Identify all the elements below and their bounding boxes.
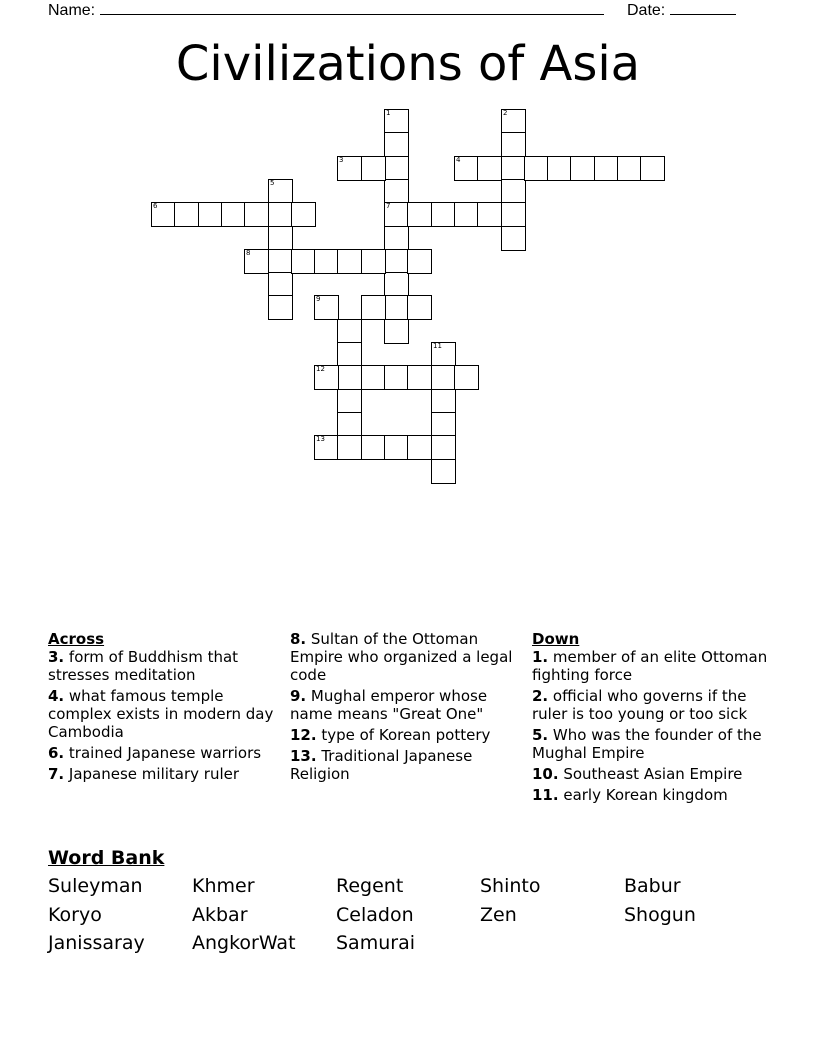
grid-cell[interactable] [431, 389, 456, 414]
grid-cell[interactable] [501, 109, 526, 134]
grid-cell[interactable] [384, 132, 409, 157]
grid-cell[interactable] [361, 156, 386, 181]
word-bank-item: Suleyman [48, 875, 143, 897]
grid-cell[interactable] [291, 249, 316, 274]
clue-number: 1. [532, 648, 549, 666]
grid-cell[interactable] [268, 226, 293, 251]
grid-cell[interactable] [174, 202, 199, 227]
grid-cell[interactable] [407, 435, 432, 460]
clue-item [532, 726, 772, 762]
grid-cell[interactable] [291, 202, 316, 227]
clues-across-col2 [290, 630, 522, 786]
clue-number: 6. [48, 744, 65, 762]
grid-cell[interactable] [337, 249, 362, 274]
clue-text: Japanese military ruler [64, 765, 240, 783]
clue-item [290, 687, 522, 723]
grid-cell[interactable] [314, 249, 339, 274]
grid-cell[interactable] [501, 132, 526, 157]
grid-cell[interactable] [477, 156, 502, 181]
clue-item [290, 747, 522, 783]
word-bank-item: Khmer [192, 875, 255, 897]
cell-number: 13 [316, 435, 325, 443]
grid-cell[interactable] [337, 389, 362, 414]
cell-number: 3 [339, 156, 344, 164]
grid-cell[interactable] [314, 435, 339, 460]
grid-cell[interactable] [384, 319, 409, 344]
grid-cell[interactable] [454, 156, 479, 181]
grid-cell[interactable] [524, 156, 549, 181]
grid-cell[interactable] [268, 249, 293, 274]
grid-cell[interactable] [431, 459, 456, 484]
word-bank-item: Regent [336, 875, 404, 897]
clue-item [48, 744, 280, 762]
clue-number: 11. [532, 786, 559, 804]
clue-item [48, 648, 280, 684]
clue-item [290, 726, 522, 744]
grid-cell[interactable] [384, 202, 409, 227]
grid-cell[interactable] [431, 412, 456, 437]
cell-number: 12 [316, 365, 325, 373]
grid-cell[interactable] [361, 249, 386, 274]
across-heading: Across [48, 630, 105, 648]
clue-text: trained Japanese warriors [64, 744, 262, 762]
grid-cell[interactable] [151, 202, 176, 227]
word-bank-item: Akbar [192, 903, 248, 926]
grid-cell[interactable] [384, 179, 409, 204]
grid-cell[interactable] [314, 365, 339, 390]
clue-text: official who governs if the ruler is too young or too sick [532, 687, 748, 723]
grid-cell[interactable] [198, 202, 223, 227]
grid-cell[interactable] [221, 202, 246, 227]
clue-text: type of Korean pottery [316, 726, 491, 744]
grid-cell[interactable] [244, 202, 269, 227]
clue-text: Mughal emperor whose name means "Great One" [290, 687, 488, 723]
clue-number: 7. [48, 765, 65, 783]
grid-cell[interactable] [361, 365, 386, 390]
grid-cell[interactable] [594, 156, 619, 181]
grid-cell[interactable] [337, 365, 362, 390]
clue-number: 12. [290, 726, 317, 744]
clue-item [48, 765, 280, 783]
grid-cell[interactable] [431, 202, 456, 227]
cell-number: 2 [503, 109, 508, 117]
grid-cell[interactable] [501, 179, 526, 204]
clue-text: member of an elite Ottoman fighting force [532, 648, 768, 684]
clue-item [290, 630, 522, 684]
clue-text: Traditional Japanese Religion [290, 747, 473, 783]
down-list [532, 648, 772, 804]
cell-number: 4 [456, 156, 461, 164]
cell-number: 8 [246, 249, 251, 257]
clue-text: form of Buddhism that stresses meditation [48, 648, 239, 684]
cell-number: 1 [386, 109, 391, 117]
word-bank-item: Babur [624, 875, 681, 897]
page-title: Civilizations of Asia [175, 36, 641, 92]
clues-across-col1 [48, 630, 280, 786]
grid-cell[interactable] [384, 109, 409, 134]
clue-item [532, 765, 772, 783]
grid-cell[interactable] [384, 226, 409, 251]
cell-number: 7 [386, 202, 391, 210]
clue-number: 9. [290, 687, 307, 705]
grid-cell[interactable] [617, 156, 642, 181]
grid-cell[interactable] [337, 342, 362, 367]
grid-cell[interactable] [477, 202, 502, 227]
down-heading: Down [532, 630, 580, 648]
word-bank-item: Samurai [336, 932, 415, 954]
grid-cell[interactable] [454, 202, 479, 227]
clue-text: Southeast Asian Empire [558, 765, 743, 783]
grid-cell[interactable] [570, 156, 595, 181]
word-bank-title: Word Bank [48, 847, 165, 869]
grid-cell[interactable] [314, 295, 339, 320]
grid-cell[interactable] [407, 202, 432, 227]
grid-cell[interactable] [431, 342, 456, 367]
clue-item [532, 687, 772, 723]
grid-cell[interactable] [337, 156, 362, 181]
cell-number: 5 [270, 179, 275, 187]
grid-cell[interactable] [268, 295, 293, 320]
grid-cell[interactable] [384, 156, 409, 181]
word-bank-item: Koryo [48, 903, 102, 926]
clue-number: 3. [48, 648, 65, 666]
clue-number: 10. [532, 765, 559, 783]
word-bank-item: Zen [480, 903, 517, 926]
across-list-1 [48, 648, 280, 783]
clue-number: 5. [532, 726, 549, 744]
grid-cell[interactable] [244, 249, 269, 274]
grid-cell[interactable] [407, 249, 432, 274]
grid-cell[interactable] [501, 226, 526, 251]
grid-cell[interactable] [384, 435, 409, 460]
clue-number: 4. [48, 687, 65, 705]
grid-cell[interactable] [501, 156, 526, 181]
grid-cell[interactable] [407, 295, 432, 320]
grid-cell[interactable] [454, 365, 479, 390]
grid-cell[interactable] [407, 365, 432, 390]
clue-text: Who was the founder of the Mughal Empire [532, 726, 762, 762]
grid-cell[interactable] [337, 412, 362, 437]
word-bank-item: Celadon [336, 903, 414, 926]
grid-cell[interactable] [501, 202, 526, 227]
clue-text: what famous temple complex exists in modern day Cambodia [48, 687, 274, 741]
grid-cell[interactable] [268, 202, 293, 227]
clue-number: 2. [532, 687, 549, 705]
word-bank-item: Shogun [624, 903, 696, 926]
grid-cell[interactable] [431, 365, 456, 390]
word-bank-item: AngkorWat [192, 932, 296, 954]
grid-cell[interactable] [337, 319, 362, 344]
word-bank-item: Janissaray [48, 932, 145, 954]
grid-cell[interactable] [361, 295, 386, 320]
across-list-2 [290, 630, 522, 783]
grid-cell[interactable] [268, 272, 293, 297]
grid-cell[interactable] [268, 179, 293, 204]
cell-number: 11 [433, 342, 442, 350]
date-label: Date: [627, 2, 666, 19]
word-bank [48, 872, 768, 958]
grid-cell[interactable] [361, 435, 386, 460]
word-bank-item: Shinto [480, 875, 541, 897]
grid-cell[interactable] [640, 156, 665, 181]
clue-text: Sultan of the Ottoman Empire who organized a legal code [290, 630, 513, 684]
grid-cell[interactable] [547, 156, 572, 181]
grid-cell[interactable] [384, 249, 409, 274]
cell-number: 9 [316, 295, 321, 303]
grid-cell[interactable] [337, 435, 362, 460]
cell-number: 6 [153, 202, 158, 210]
clue-item [532, 786, 772, 804]
grid-cell[interactable] [431, 435, 456, 460]
clue-item [48, 687, 280, 741]
clue-number: 8. [290, 630, 307, 648]
clue-text: early Korean kingdom [558, 786, 728, 804]
name-label: Name: [48, 2, 96, 19]
clues-down-col [532, 630, 772, 807]
clue-item [532, 648, 772, 684]
clue-number: 13. [290, 747, 317, 765]
grid-cell[interactable] [384, 272, 409, 297]
grid-cell[interactable] [384, 365, 409, 390]
grid-cell[interactable] [384, 295, 409, 320]
